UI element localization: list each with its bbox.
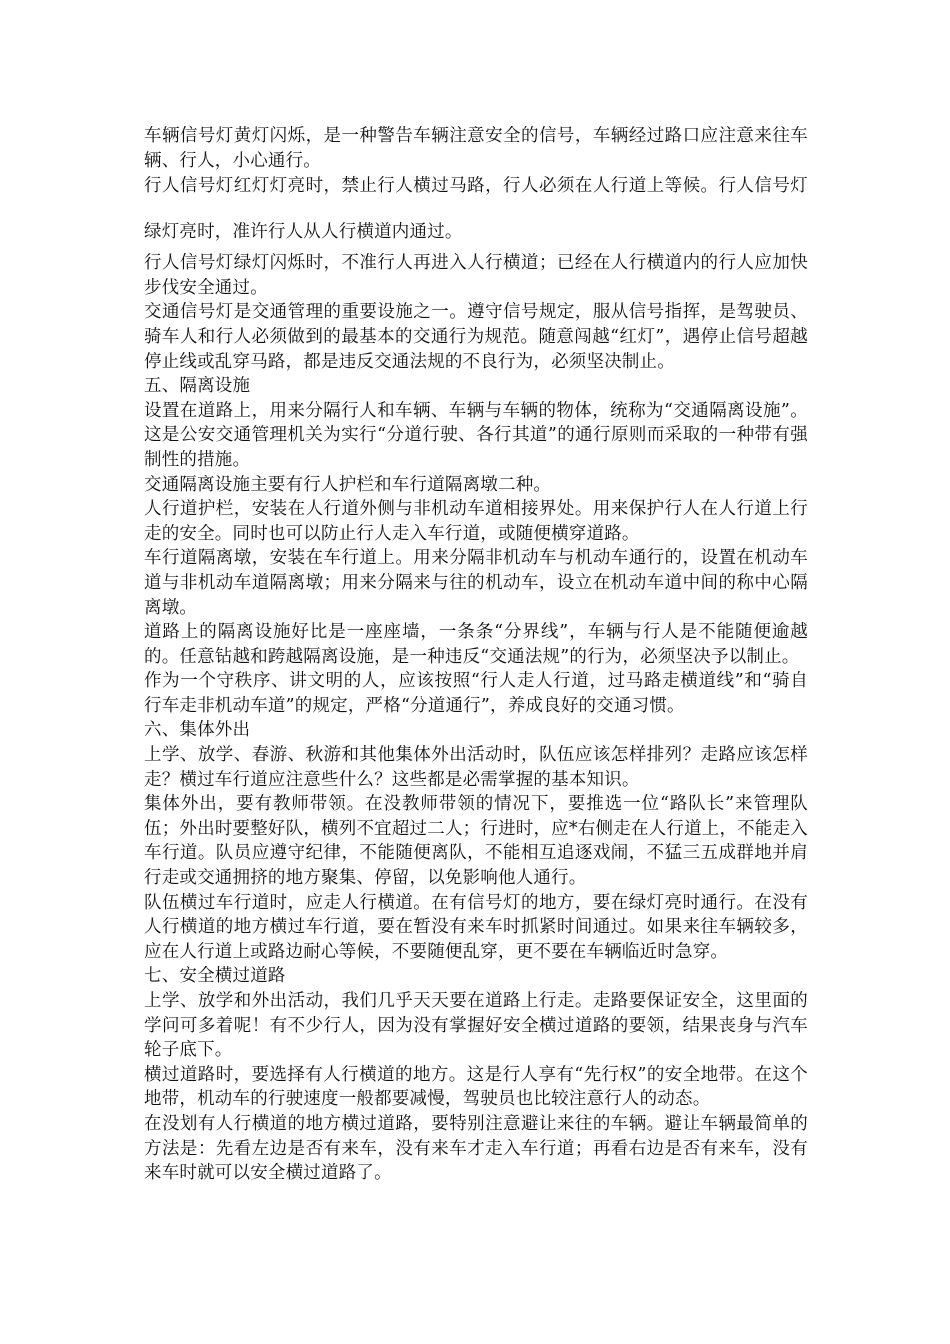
paragraph: 集体外出，要有教师带领。在没教师带领的情况下，要推选一位“路队长”来管理队伍；外出时要整好队，横列不宜超过二人；行进时，应*右侧走在人行道上，不能走入车行道。队员应遵守纪律，不能随便离队，不能相互追逐戏闹，不猛三五成群地并肩行走或交通拥挤的地方聚集、停留，以免影响他人通行。 <box>144 794 808 889</box>
paragraph: 作为一个守秩序、讲文明的人，应该按照“行人走人行道，过马路走横道线”和“骑自行车走非机动车道”的规定，严格“分道通行”，养成良好的交通习惯。 <box>144 671 808 716</box>
paragraph: 设置在道路上，用来分隔行人和车辆、车辆与车辆的物体，统称为“交通隔离设施”。这是公安交通管理机关为实行“分道行驶、各行其道”的通行原则而采取的一种带有强制性的措施。 <box>144 400 808 470</box>
section-heading: 五、隔离设施 <box>144 376 251 397</box>
paragraph: 上学、放学和外出活动，我们几乎天天要在道路上行走。走路要保证安全，这里面的学问可多着呢！有不少行人，因为没有掌握好安全横过道路的要领，结果丧身与汽车轮子底下。 <box>144 991 808 1061</box>
document-body <box>144 124 808 1186</box>
paragraph: 行人信号灯红灯灯亮时，禁止行人横过马路，行人必须在人行道上等候。行人信号灯绿灯亮时，准许行人从人行横道内通过。 <box>144 176 808 243</box>
paragraph: 车辆信号灯黄灯闪烁，是一种警告车辆注意安全的信号，车辆经过路口应注意来往车辆、行人，小心通行。 <box>144 126 808 171</box>
paragraph: 在没划有人行横道的地方横过道路，要特别注意避让来往的车辆。避让车辆最简单的方法是：先看左边是否有来车，没有来车才走入车行道；再看右边是否有来车，没有来车时就可以安全横过道路了。 <box>144 1113 808 1184</box>
section-heading: 七、安全横过道路 <box>144 966 286 987</box>
paragraph: 交通信号灯是交通管理的重要设施之一。遵守信号规定，服从信号指挥，是驾驶员、骑车人和行人必须做到的最基本的交通行为规范。随意闯越“红灯”，遇停止信号超越停止线或乱穿马路，都是违反交通法规的不良行为，必须坚决制止。 <box>144 302 808 372</box>
paragraph: 人行道护栏，安装在人行道外侧与非机动车道相接界处。用来保护行人在人行道上行走的安全。同时也可以防止行人走入车行道，或随便横穿道路。 <box>144 499 808 544</box>
paragraph: 道路上的隔离设施好比是一座座墙，一条条“分界线”，车辆与行人是不能随便逾越的。任意钻越和跨越隔离设施，是一种违反“交通法规”的行为，必须坚决予以制止。 <box>144 622 808 667</box>
paragraph: 车行道隔离墩，安装在车行道上。用来分隔非机动车与机动车通行的，设置在机动车道与非机动车道隔离墩；用来分隔来与往的机动车，设立在机动车道中间的称中心隔离墩。 <box>144 548 808 618</box>
paragraph: 交通隔离设施主要有行人护栏和车行道隔离墩二种。 <box>144 474 552 495</box>
paragraph: 上学、放学、春游、秋游和其他集体外出活动时，队伍应该怎样排列？走路应该怎样走？横过车行道应注意些什么？这些都是必需掌握的基本知识。 <box>144 745 808 790</box>
section-heading: 六、集体外出 <box>144 720 251 741</box>
paragraph: 队伍横过车行道时，应走人行横道。在有信号灯的地方，要在绿灯亮时通行。在没有人行横道的地方横过车行道，要在暂没有来车时抓紧时间通过。如果来往车辆较多，应在人行道上或路边耐心等候，不要随便乱穿，更不要在车辆临近时急穿。 <box>144 892 808 962</box>
paragraph: 横过道路时，要选择有人行横道的地方。这是行人享有“先行权”的安全地带。在这个地带，机动车的行驶速度一般都要减慢，驾驶员也比较注意行人的动态。 <box>144 1064 808 1110</box>
paragraph: 行人信号灯绿灯闪烁时，不准行人再进入人行横道；已经在人行横道内的行人应加快步伐安全通过。 <box>144 253 808 298</box>
